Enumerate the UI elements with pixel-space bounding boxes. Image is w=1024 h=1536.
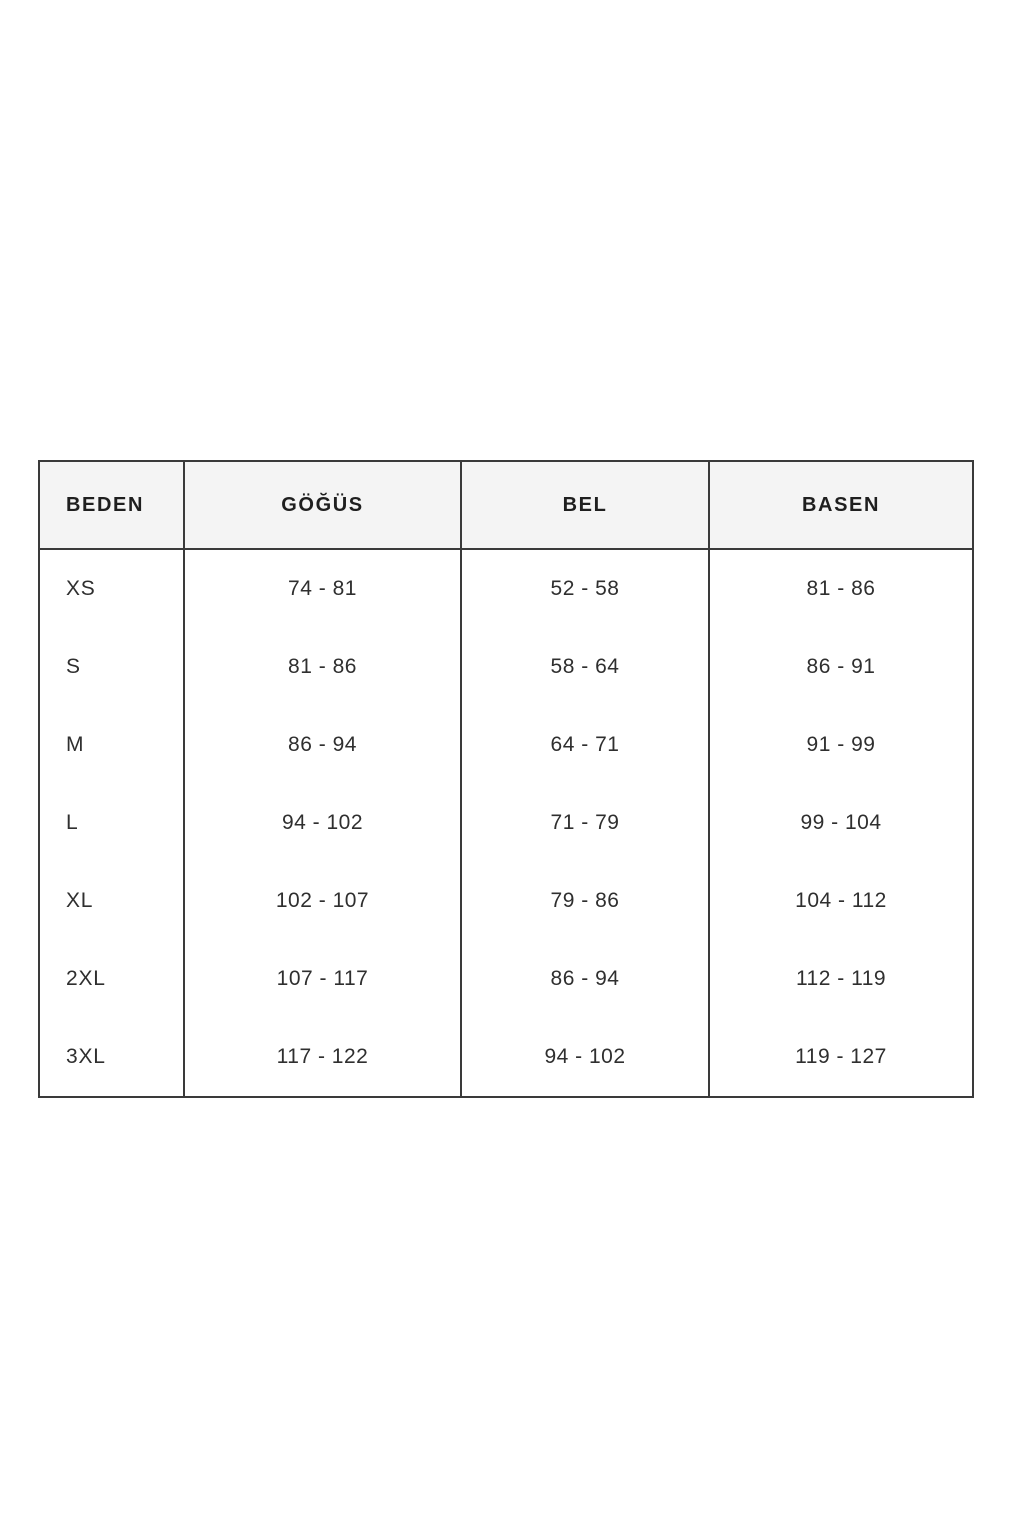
size-chart-table: [38, 460, 974, 1098]
cell-beden: XL: [39, 862, 184, 940]
cell-bel: 86 - 94: [461, 940, 709, 1018]
column-header-beden: BEDEN: [39, 461, 184, 549]
cell-basen: 86 - 91: [709, 628, 973, 706]
cell-gogus: 81 - 86: [184, 628, 461, 706]
cell-basen: 99 - 104: [709, 784, 973, 862]
cell-bel: 94 - 102: [461, 1018, 709, 1097]
table-row: [39, 940, 973, 1018]
cell-beden: 2XL: [39, 940, 184, 1018]
cell-basen: 81 - 86: [709, 549, 973, 628]
cell-bel: 58 - 64: [461, 628, 709, 706]
table-header-row: [39, 461, 973, 549]
cell-bel: 71 - 79: [461, 784, 709, 862]
table-header: [39, 461, 973, 549]
cell-basen: 119 - 127: [709, 1018, 973, 1097]
cell-bel: 52 - 58: [461, 549, 709, 628]
cell-bel: 79 - 86: [461, 862, 709, 940]
cell-gogus: 74 - 81: [184, 549, 461, 628]
cell-beden: L: [39, 784, 184, 862]
table-row: [39, 549, 973, 628]
column-header-gogus: GÖĞÜS: [184, 461, 461, 549]
cell-gogus: 107 - 117: [184, 940, 461, 1018]
table-body: [39, 549, 973, 1097]
cell-gogus: 117 - 122: [184, 1018, 461, 1097]
column-header-basen: BASEN: [709, 461, 973, 549]
size-chart-container: [38, 460, 972, 1098]
cell-gogus: 102 - 107: [184, 862, 461, 940]
cell-basen: 112 - 119: [709, 940, 973, 1018]
column-header-bel: BEL: [461, 461, 709, 549]
cell-beden: S: [39, 628, 184, 706]
table-row: [39, 862, 973, 940]
cell-beden: XS: [39, 549, 184, 628]
table-row: [39, 706, 973, 784]
table-row: [39, 784, 973, 862]
table-row: [39, 1018, 973, 1097]
cell-bel: 64 - 71: [461, 706, 709, 784]
cell-basen: 104 - 112: [709, 862, 973, 940]
cell-beden: 3XL: [39, 1018, 184, 1097]
cell-basen: 91 - 99: [709, 706, 973, 784]
cell-gogus: 86 - 94: [184, 706, 461, 784]
table-row: [39, 628, 973, 706]
cell-beden: M: [39, 706, 184, 784]
cell-gogus: 94 - 102: [184, 784, 461, 862]
